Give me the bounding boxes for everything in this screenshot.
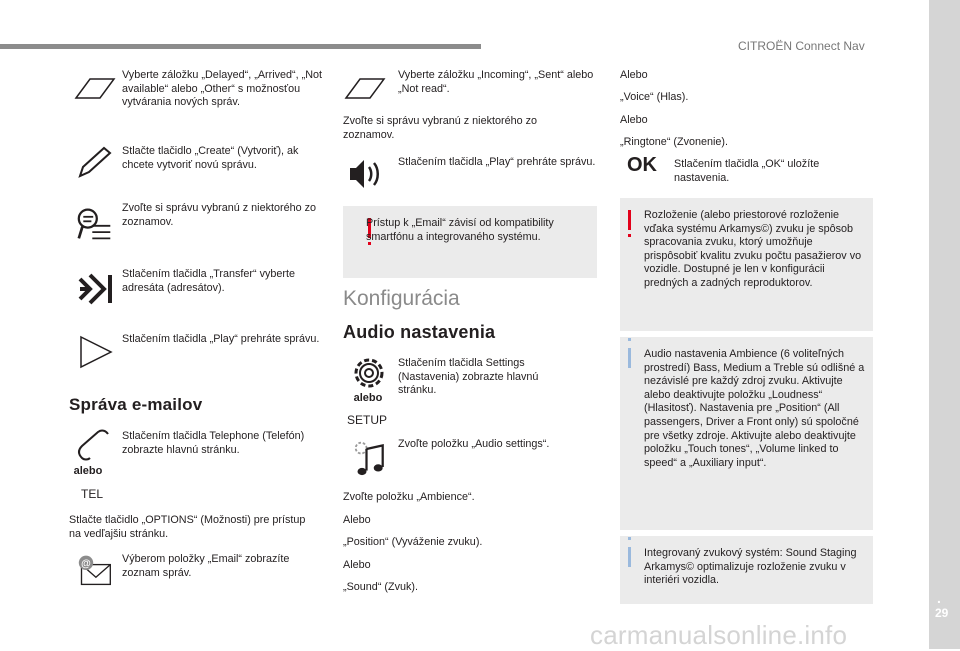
page-header: CITROËN Connect Nav xyxy=(738,39,865,53)
select-message-instruction: Zvoľte si správu vybranú z niektorého zo zoznamov. xyxy=(122,202,316,228)
info-icon xyxy=(628,547,631,567)
info-icon xyxy=(628,348,631,368)
chapter-title: Konfigurácia xyxy=(343,287,460,310)
watermark: carmanualsonline.info xyxy=(590,620,848,650)
alert-icon-dot xyxy=(628,234,631,237)
or-paragraph-1: Alebo xyxy=(343,514,371,526)
section-title-audio: Audio nastavenia xyxy=(343,322,496,342)
delayed-tab-instruction: Vyberte záložku „Delayed“, „Arrived“, „Not available“ alebo „Other“ s možnosťou vytvárania nových správ. xyxy=(122,69,323,109)
email-list-instruction: Výberom položky „Email“ zobrazíte zoznam správ. xyxy=(122,553,290,579)
or-paragraph-4: Alebo xyxy=(620,114,648,126)
settings-instruction: Stlačením tlačidla Settings (Nastavenia) zobrazte hlavnú stránku. xyxy=(398,357,539,397)
info-text: Audio nastavenia Ambience (6 voliteľných prostredí) Bass, Medium a Treble sú odlišné a nezávislé pre každý zdroj zvuku. Aktivujte alebo deaktivujte položku „Loudness“ (Hlasitosť). Nastavenia pre „Position“ (All passengers, Driver a Front only) sú spoločné pre všetky zdroje. Aktivujte alebo deaktivujte položku „Touch tones“, „Volume linked to speed“ a „Auxiliary input“. xyxy=(644,348,865,469)
page-number: 29 xyxy=(935,606,949,620)
right-sidebar xyxy=(929,0,960,649)
ok-instruction: Stlačením tlačidla „OK“ uložíte nastavenia. xyxy=(674,158,820,184)
or-paragraph-3: Alebo xyxy=(620,69,648,81)
ringtone-paragraph: „Ringtone“ (Zvonenie). xyxy=(620,136,729,148)
options-paragraph: Stlačte tlačidlo „OPTIONS“ (Možnosti) pre prístup na vedľajšiu stránku. xyxy=(69,514,306,540)
tel-button-label: TEL xyxy=(80,487,103,501)
section-dot: . xyxy=(937,590,941,606)
alert-text: Rozloženie (alebo priestorové rozloženie vďaka systému Arkamys©) zvuku je spôsob spracovania zvuku, ktorý umožňuje prispôsobiť kvalitu zvuku počtu pasažierov vo vozidle. Dostupné je len v konfigurácii predných a zadných reproduktorov. xyxy=(644,209,862,289)
audio-settings-info xyxy=(620,337,873,530)
ok-button-label: OK xyxy=(627,154,657,176)
sound-paragraph: „Sound“ (Zvuk). xyxy=(343,581,418,593)
arkamys-info xyxy=(620,536,873,604)
or-label: alebo xyxy=(353,392,383,404)
info-icon-dot xyxy=(628,338,631,341)
section-title-email: Správa e-mailov xyxy=(69,395,203,414)
ambience-paragraph: Zvoľte položku „Ambience“. xyxy=(343,491,475,503)
or-paragraph-2: Alebo xyxy=(343,559,371,571)
play-instruction-1: Stlačením tlačidla „Play“ prehráte správu. xyxy=(122,333,320,345)
create-instruction: Stlačte tlačidlo „Create“ (Vytvoriť), ak chcete vytvoriť novú správu. xyxy=(122,145,299,171)
voice-paragraph: „Voice“ (Hlas). xyxy=(620,91,689,103)
alert-text: Prístup k „Email“ závisí od kompatibility smartfónu a integrovaného systému. xyxy=(366,217,554,243)
info-icon-dot xyxy=(628,537,631,540)
arkamys-alert xyxy=(620,198,873,331)
setup-button-label: SETUP xyxy=(346,413,387,427)
play-instruction-2: Stlačením tlačidla „Play“ prehráte správu. xyxy=(398,156,596,168)
transfer-instruction: Stlačením tlačidla „Transfer“ vyberte adresáta (adresátov). xyxy=(122,268,296,294)
telephone-instruction: Stlačením tlačidla Telephone (Telefón) zobrazte hlavnú stránku. xyxy=(122,430,305,456)
alert-icon xyxy=(628,210,631,230)
incoming-tab-instruction: Vyberte záložku „Incoming“, „Sent“ alebo „Not read“. xyxy=(398,69,594,95)
position-paragraph: „Position“ (Vyváženie zvuku). xyxy=(343,536,483,548)
info-text: Integrovaný zvukový systém: Sound Staging Arkamys© optimalizuje rozloženie zvuku v interiéri vozidla. xyxy=(644,547,857,587)
audio-settings-instruction: Zvoľte položku „Audio settings“. xyxy=(398,438,550,450)
or-label: alebo xyxy=(73,465,103,477)
select-message-paragraph: Zvoľte si správu vybranú z niektorého zo zoznamov. xyxy=(343,115,537,141)
svg-text:@: @ xyxy=(81,558,91,570)
